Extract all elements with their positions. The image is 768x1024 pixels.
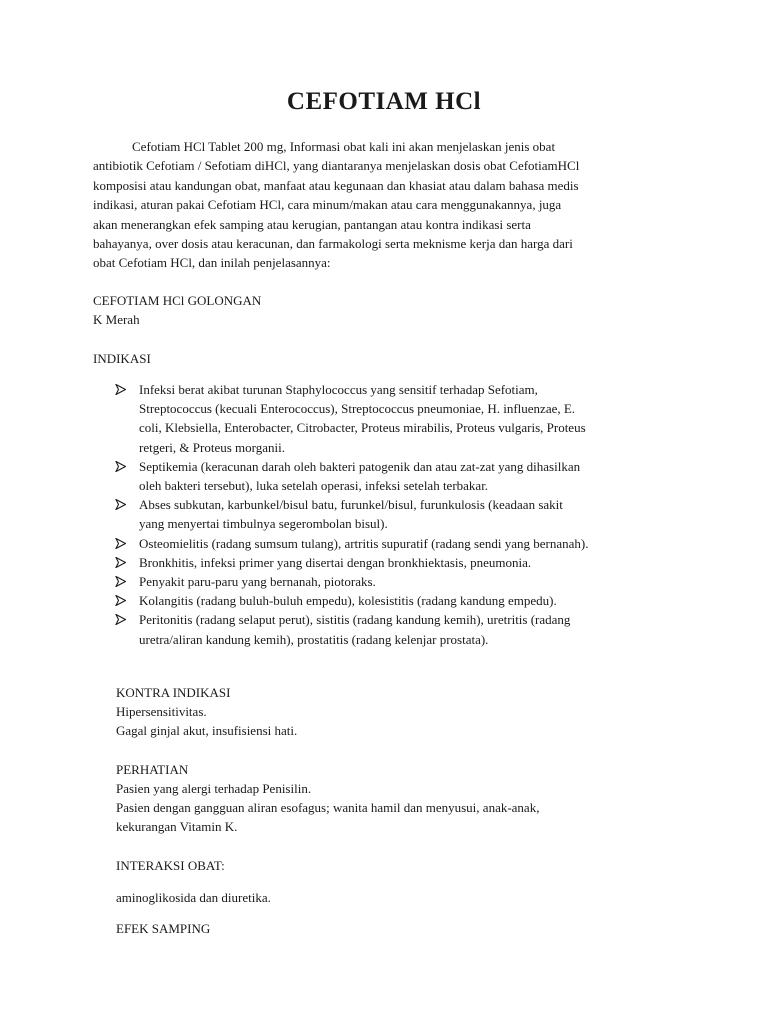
list-item: [115, 572, 685, 591]
arrow-bullet-icon: [115, 534, 131, 549]
indikasi-item-text: Bronkhitis, infeksi primer yang disertai dengan bronkhiektasis, pneumonia.: [139, 554, 532, 570]
arrow-bullet-icon: [115, 591, 131, 606]
list-item: [115, 457, 685, 495]
list-item: [115, 553, 685, 572]
indikasi-item-text: Penyakit paru-paru yang bernanah, piotoraks.: [139, 574, 376, 590]
document-title: CEFOTIAM HCl: [286, 88, 482, 115]
indikasi-list: [115, 380, 685, 649]
arrow-bullet-icon: [115, 610, 131, 625]
indikasi-item-text: Peritonitis (radang selaput perut), sistitis (radang kandung kemih), uretritis (radang uretra/aliran kandung kemih), prostatitis (radang kelenjar prostata).: [139, 612, 571, 647]
perhatian-heading: PERHATIAN: [116, 762, 189, 777]
indikasi-item-text: Infeksi berat akibat turunan Staphylococcus yang sensitif terhadap Sefotiam, Streptococcus (kecuali Enterococcus), Streptococcus pneumoniae, H. influenzae, E. coli, Klebsiella, Enterobacter, Citrobacter, Proteus mirabilis, Proteus vulgaris, Proteus retgeri, & Proteus morganii.: [139, 382, 586, 455]
kontra-indikasi-line: Gagal ginjal akut, insufisiensi hati.: [116, 723, 298, 738]
kontra-indikasi-heading: KONTRA INDIKASI: [116, 685, 231, 700]
list-item: [115, 591, 685, 610]
indikasi-item-text: Kolangitis (radang buluh-buluh empedu), kolesistitis (radang kandung empedu).: [139, 593, 557, 609]
perhatian-line: Pasien yang alergi terhadap Penisilin.: [116, 781, 312, 796]
interaksi-value: aminoglikosida dan diuretika.: [116, 890, 271, 905]
indikasi-item-text: Septikemia (keracunan darah oleh bakteri patogenik dan atau zat-zat yang dihasilkan oleh bakteri tersebut), luka setelah operasi, infeksi setelah terbakar.: [139, 458, 581, 494]
arrow-bullet-icon: [115, 572, 131, 587]
indikasi-item-text: Osteomielitis (radang sumsum tulang), artritis supuratif (radang sendi yang bernanah).: [139, 535, 589, 551]
perhatian-line: Pasien dengan gangguan aliran esofagus; wanita hamil dan menyusui, anak-anak,: [116, 800, 540, 815]
interaksi-heading: INTERAKSI OBAT:: [116, 858, 225, 873]
list-item: [115, 610, 685, 648]
arrow-bullet-icon: [115, 553, 131, 568]
list-item: [115, 495, 685, 533]
list-item: [115, 534, 685, 553]
perhatian-line: kekurangan Vitamin K.: [116, 819, 238, 834]
intro-paragraph: Cefotiam HCl Tablet 200 mg, Informasi obat kali ini akan menjelaskan jenis obat antibiotik Cefotiam / Sefotiam diHCl, yang diantaranya menjelaskan dosis obat CefotiamHCl komposisi atau kandungan obat, manfaat atau kegunaan dan khasiat atau dalam bahasa medis indikasi, aturan pakai Cefotiam HCl, cara minum/makan atau cara menggunakannya, juga akan menerangkan efek samping atau kerugian, pantangan atau kontra indikasi serta bahayanya, over dosis atau keracunan, dan farmakologi serta meknisme kerja dan harga dari obat Cefotiam HCl, dan inilah penjelasannya:: [93, 139, 580, 271]
kontra-indikasi-line: Hipersensitivitas.: [116, 704, 207, 719]
golongan-value: K Merah: [93, 312, 140, 327]
efek-samping-heading: EFEK SAMPING: [116, 921, 211, 936]
list-item: [115, 380, 685, 457]
indikasi-item-text: Abses subkutan, karbunkel/bisul batu, furunkel/bisul, furunkulosis (keadaan sakit yang menyertai timbulnya segerombolan bisul).: [139, 497, 563, 532]
golongan-heading: CEFOTIAM HCl GOLONGAN: [93, 293, 262, 308]
arrow-bullet-icon: [115, 457, 131, 472]
arrow-bullet-icon: [115, 380, 131, 395]
arrow-bullet-icon: [115, 495, 131, 510]
indikasi-heading: INDIKASI: [93, 351, 151, 366]
